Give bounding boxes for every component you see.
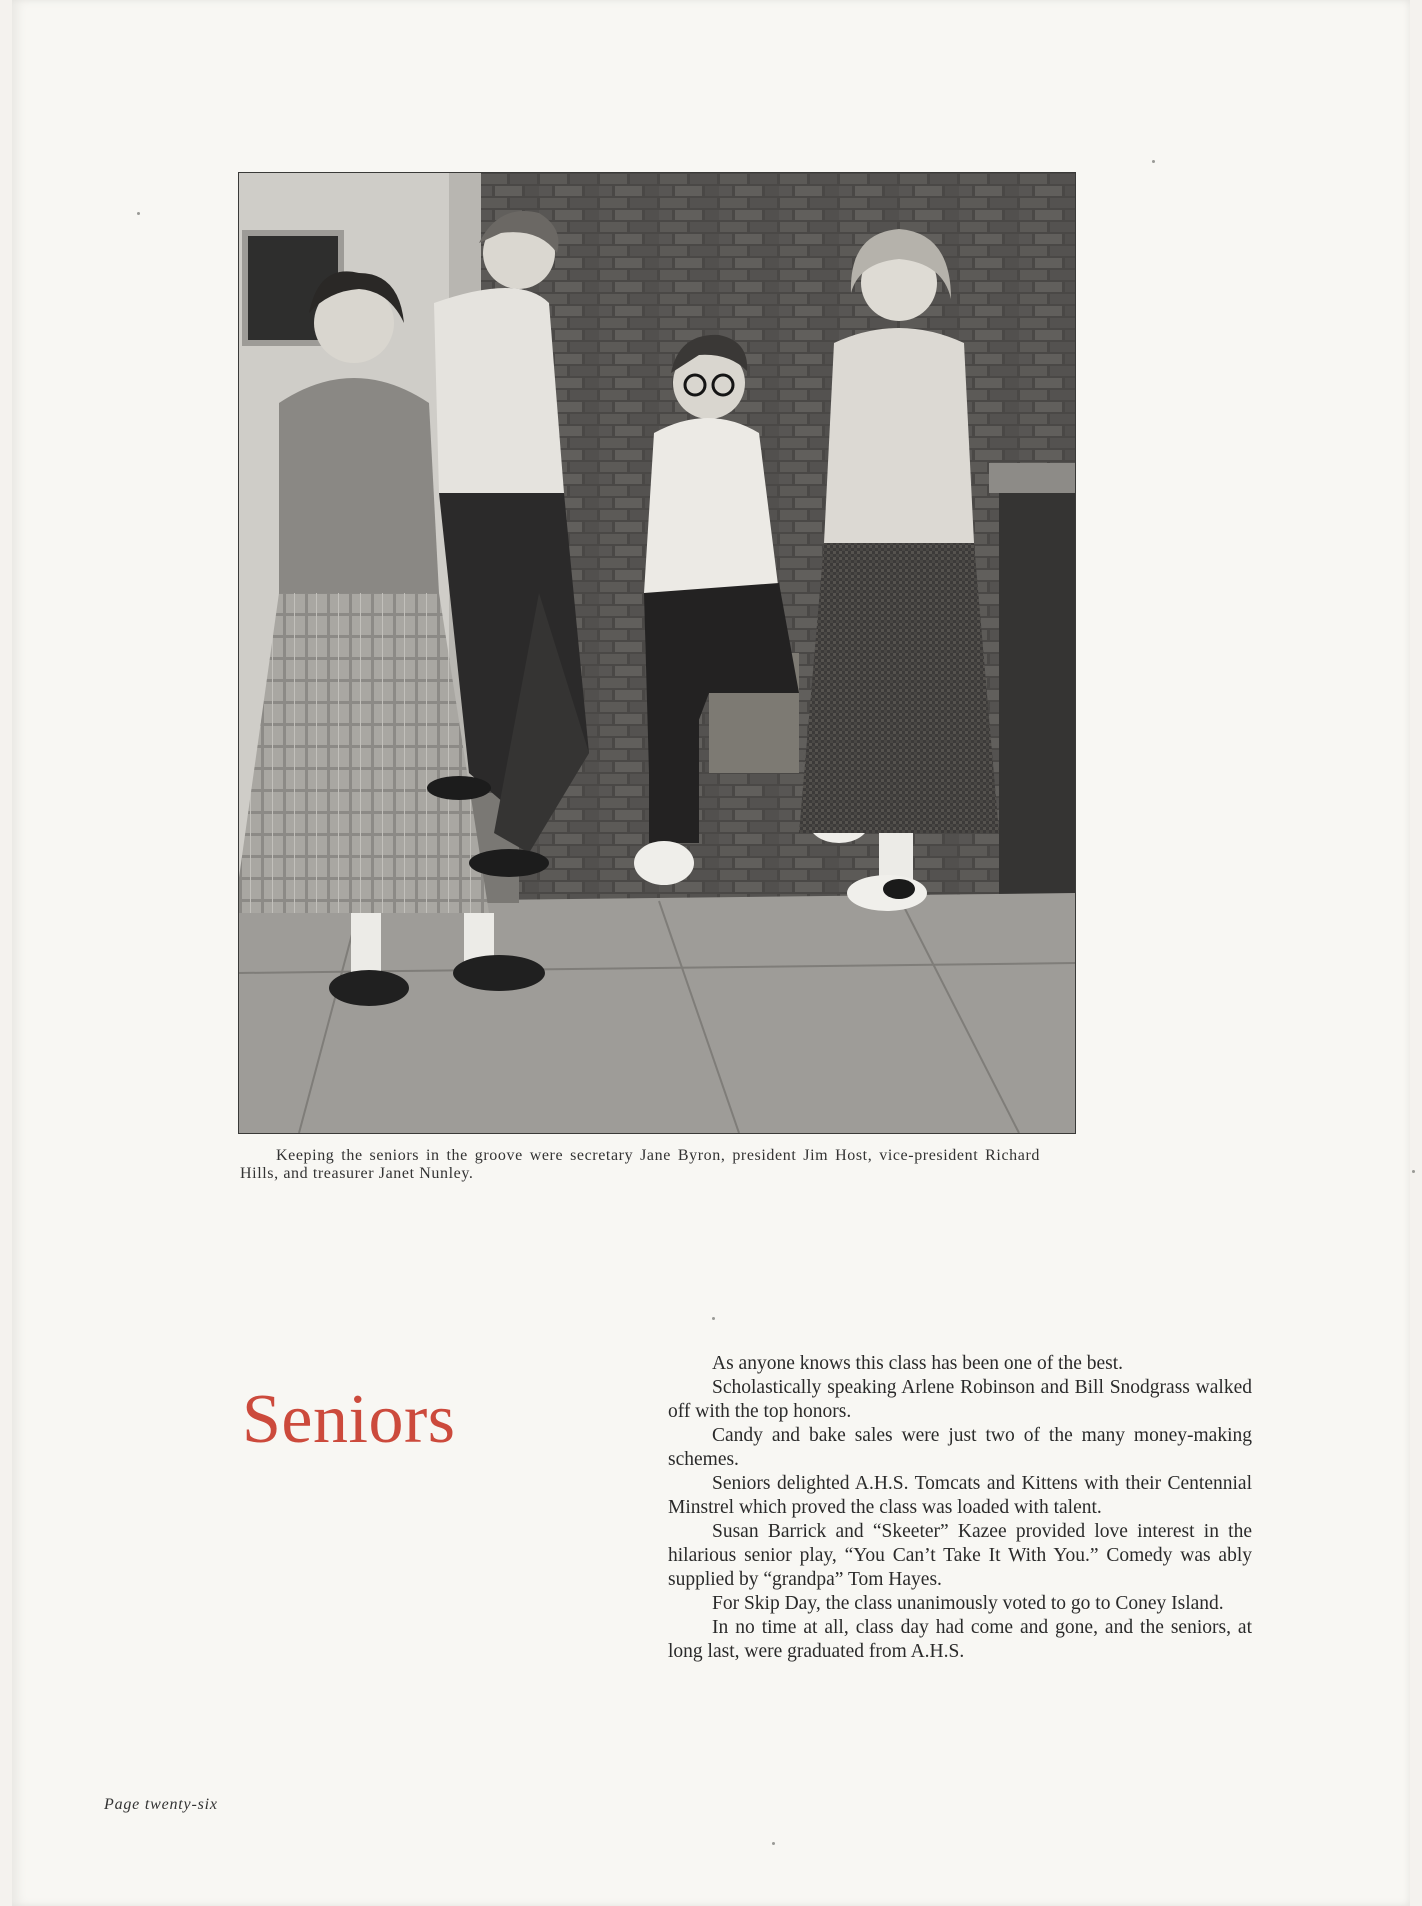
article-paragraph: As anyone knows this class has been one of the best. <box>712 1353 1124 1374</box>
section-title: Seniors <box>242 1381 456 1458</box>
photo-caption: Keeping the seniors in the groove were secretary Jane Byron, president Jim Host, vice-president Richard Hills, and treasurer Janet Nunley. <box>240 1147 1040 1182</box>
article-paragraph: Scholastically speaking Arlene Robinson and Bill Snodgrass walked off with the top honors. <box>668 1377 1252 1422</box>
article-paragraph: For Skip Day, the class unanimously voted to go to Coney Island. <box>712 1593 1224 1614</box>
paper-speck <box>137 212 140 215</box>
article-paragraph: Susan Barrick and “Skeeter” Kazee provided love interest in the hilarious senior play, “You Can’t Take It With You.” Comedy was ably supplied by “grandpa” Tom Hayes. <box>668 1521 1252 1590</box>
photo-illustration <box>239 173 1075 1133</box>
class-officers-photo <box>238 172 1076 1134</box>
paper-speck <box>772 1842 775 1845</box>
article-paragraph: Seniors delighted A.H.S. Tomcats and Kittens with their Centennial Minstrel which proved the class was loaded with talent. <box>668 1473 1252 1518</box>
yearbook-page <box>12 0 1410 1906</box>
paper-speck <box>1412 1170 1415 1173</box>
paper-speck <box>1152 160 1155 163</box>
article-paragraph: Candy and bake sales were just two of the many money-making schemes. <box>668 1425 1252 1470</box>
page-number-label: Page twenty-six <box>104 1796 218 1813</box>
article-body <box>668 1352 1252 1664</box>
paper-speck <box>712 1317 715 1320</box>
article-paragraph: In no time at all, class day had come and gone, and the seniors, at long last, were graduated from A.H.S. <box>668 1617 1252 1662</box>
